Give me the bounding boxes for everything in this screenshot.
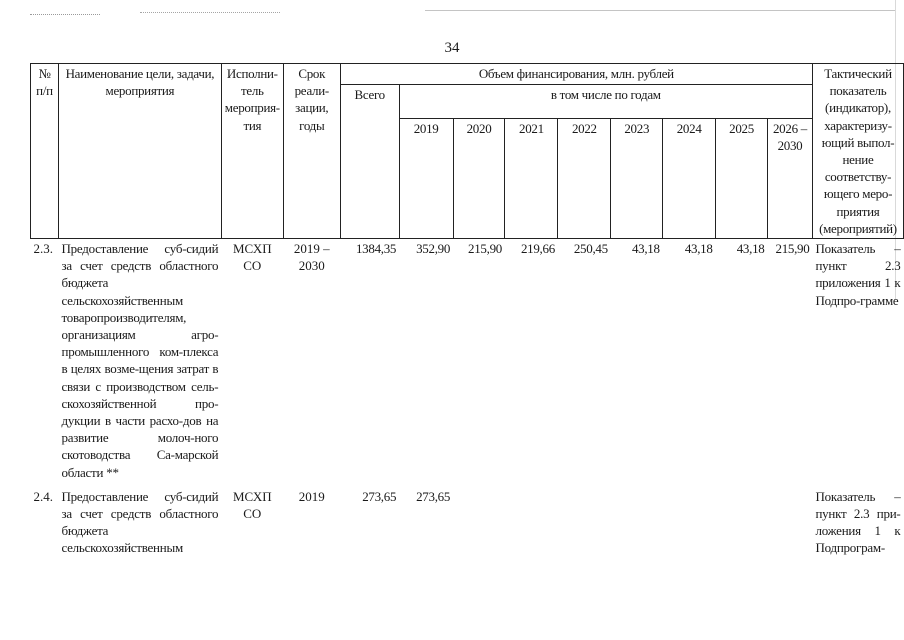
row-name: Предоставление суб-сидий за счет средств областного бюджета сельскохозяйственным товаропроизводителям, организациям агро-промышленного ком-плекса в целях возме-щения затрат в связи с производством сель-скохозяйственной про-дукции в части расхо-дов на развитие молоч-ного скотоводства Са-марской области ** (61, 241, 219, 480)
row-value: 352,90 (416, 241, 451, 257)
row-num: 2.4. (33, 488, 53, 504)
header-indicator: Тактический показатель (индикатор), характеризу-ющий выпол-нение соответству-ющего меро-приятия (мероприятий) (812, 64, 903, 239)
row-term: 2019 (298, 488, 325, 504)
row-executor: МСХП СО (232, 241, 272, 274)
row-total: 1384,35 (355, 241, 397, 257)
row-value (558, 484, 611, 558)
row-value (767, 484, 812, 558)
table-row (31, 239, 904, 484)
scan-speck (140, 12, 280, 14)
row-value (505, 484, 558, 558)
scan-artifact-top (30, 10, 890, 20)
header-year: 2022 (558, 119, 611, 239)
row-value (611, 484, 663, 558)
scan-speck (30, 14, 100, 16)
row-term: 2019 – 2030 (293, 241, 330, 274)
header-term: Срок реали-зации, годы (283, 64, 340, 239)
page-number: 34 (444, 40, 460, 56)
program-activities-table (30, 63, 904, 558)
header-year: 2019 (399, 119, 453, 239)
header-year: 2023 (611, 119, 663, 239)
header-year: 2024 (663, 119, 716, 239)
header-executor: Исполни-тель мероприя-тия (221, 64, 283, 239)
row-name: Предоставление суб-сидий за счет средств областного бюджета сельскохозяйственным (61, 488, 219, 556)
header-name: Наименование цели, задачи, мероприятия (58, 64, 221, 239)
row-value: 215,90 (775, 241, 810, 257)
row-value: 43,18 (736, 241, 765, 257)
row-value: 250,45 (573, 241, 608, 257)
row-value (453, 484, 505, 558)
row-value (663, 484, 716, 558)
row-executor: МСХП СО (232, 488, 272, 522)
row-value: 43,18 (684, 241, 713, 257)
row-value: 43,18 (631, 241, 660, 257)
header-year: 2021 (505, 119, 558, 239)
row-value: 219,66 (520, 241, 555, 257)
scan-edge-line (425, 10, 895, 11)
row-num: 2.3. (33, 241, 53, 257)
row-value: 273,65 (416, 488, 451, 504)
header-year: 2025 (716, 119, 768, 239)
header-year: 2026 – 2030 (767, 119, 812, 239)
header-total: Всего (340, 85, 399, 239)
header-by-years: в том числе по годам (399, 85, 812, 119)
table-row (31, 484, 904, 558)
row-value (716, 484, 768, 558)
header-num: № п/п (31, 64, 59, 239)
header-financing: Объем финансирования, млн. рублей (340, 64, 812, 85)
row-total: 273,65 (362, 488, 397, 504)
table-header (31, 64, 904, 239)
row-value: 215,90 (468, 241, 502, 257)
row-indicator: Показатель – пункт 2.3 приложения 1 к Подпро-грамме (815, 241, 901, 308)
row-indicator: Показатель – пункт 2.3 при-ложения 1 к Подпрограм- (815, 488, 901, 556)
header-year: 2020 (453, 119, 505, 239)
